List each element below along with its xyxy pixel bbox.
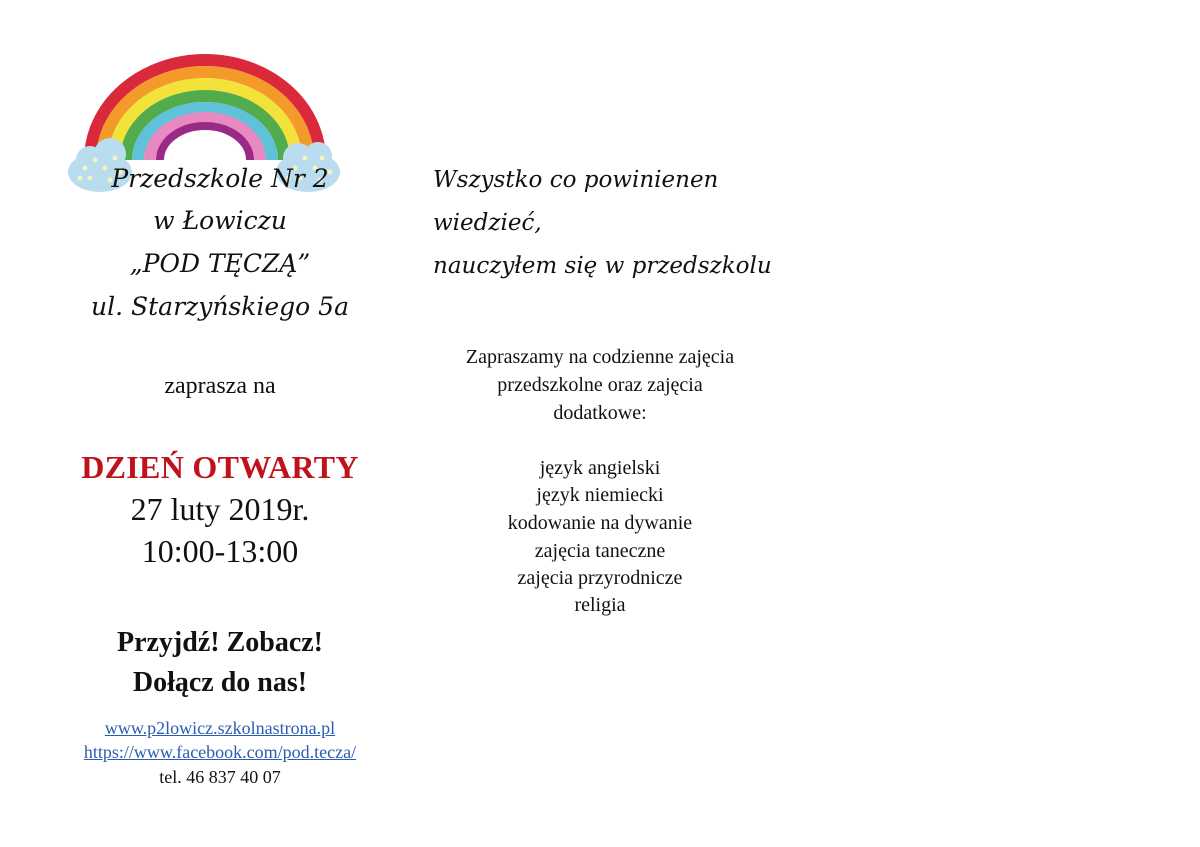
activity-item: język angielski [539,457,661,479]
activity-item: religia [574,594,626,616]
invitation-line-2: przedszkolne oraz zajęcia [497,374,703,396]
activity-item: zajęcia przyrodnicze [517,567,683,589]
facebook-link[interactable]: https://www.facebook.com/pod.tecza/ [83,742,357,762]
website-link[interactable]: www.p2lowicz.szkolnastrona.pl [104,718,336,738]
activity-item: zajęcia taneczne [534,540,666,562]
quote-line-1: Wszystko co powinienen [433,167,719,193]
school-name-line-2: w Łowiczu [153,206,287,235]
invites-text: zaprasza na [164,373,276,399]
school-address: ul. Starzyńskiego 5a [91,292,349,321]
rainbow-band-purple [160,126,250,160]
quote-line-2: wiedzieć, [433,210,542,236]
invitation-line-3: dodatkowe: [553,402,647,424]
activity-item: kodowanie na dywanie [507,512,693,534]
school-name-line-1: Przedszkole Nr 2 [111,164,329,193]
invitation-line-1: Zapraszamy na codzienne zajęcia [465,346,735,368]
activity-item: język niemiecki [536,484,664,506]
event-time: 10:00-13:00 [141,533,299,569]
quote-line-3: nauczyłem się w przedszkolu [433,253,772,279]
phone-number: tel. 46 837 40 07 [159,767,281,787]
call-to-action-line-2: Dołącz do nas! [132,667,308,698]
school-name-line-3: „POD TĘCZĄ” [129,249,311,278]
event-date: 27 luty 2019r. [130,491,310,527]
event-title: DZIEŃ OTWARTY [81,449,359,485]
call-to-action-line-1: Przyjdź! Zobacz! [116,627,324,658]
